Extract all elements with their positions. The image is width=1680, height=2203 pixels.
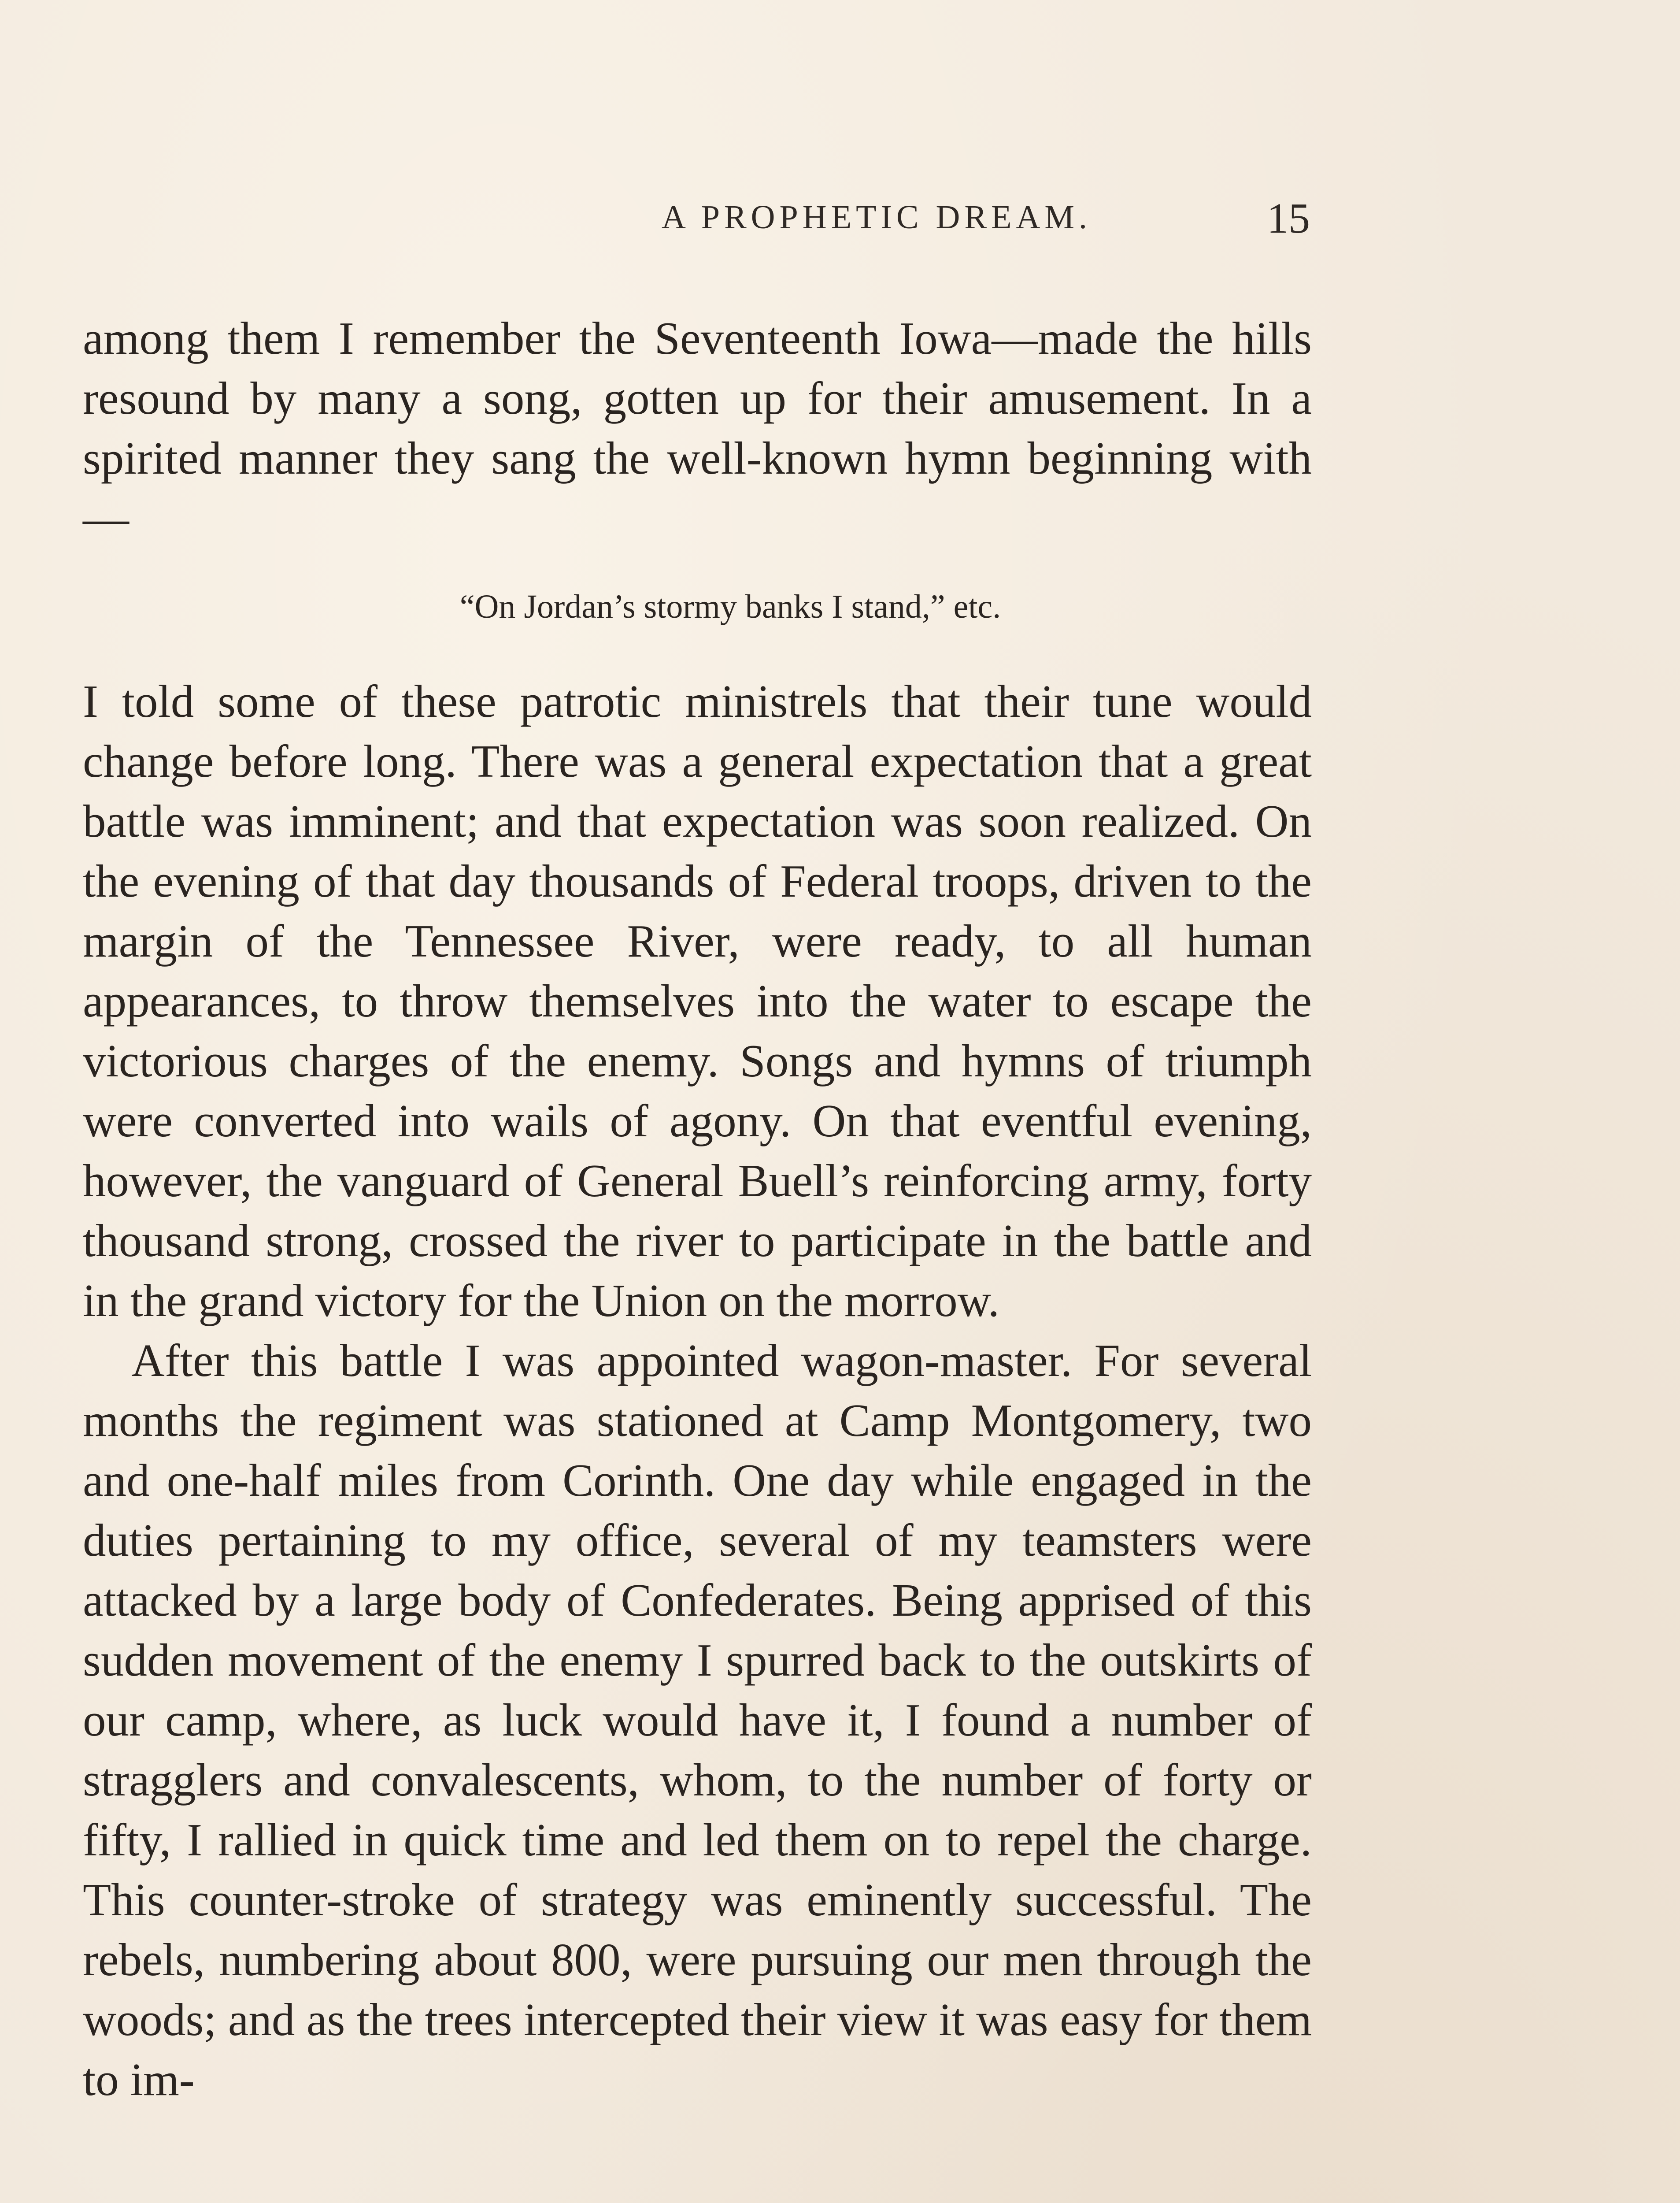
paragraph: After this battle I was appointed wagon-master. For several months the regiment was stationed at Camp Montgomery, two and one-half miles from Corinth. One day while engaged in the duties pertaining to my office, several of my teamsters were attacked by a large body of Confederates. Being apprised of this sudden movement of the enemy I spurred back to the outskirts of our camp, where, as luck would have it, I found a number of stragglers and convalescents, whom, to the number of forty or fifty, I rallied in quick time and led them on to repel the charge. This counter-stroke of strategy was eminently successful. The rebels, numbering about 800, were pursuing our men through the woods; and as the trees intercepted their view it was easy for them to im- — [83, 1335, 1312, 2105]
running-head-title: A PROPHETIC DREAM. — [662, 199, 1092, 236]
paragraph: among them I remember the Seventeenth Iowa—made the hills resound by many a song, gotten up for their amusement. In a spirited manner they sang the well-known hymn beginning with— — [83, 312, 1312, 544]
page-number: 15 — [1267, 195, 1310, 242]
hymn-quote: “On Jordan’s stormy banks I stand,” etc. — [459, 588, 1001, 625]
body-text — [83, 308, 1312, 2110]
paragraph: I told some of these patrotic ministrels that their tune would change before long. There was a general expectation that a great battle was imminent; and that expectation was soon realized. On the evening of that day thousands of Federal troops, driven to the margin of the Tennessee River, were ready, to all human appearances, to throw themselves into the water to escape the victorious charges of the enemy. Songs and hymns of triumph were converted into wails of agony. On that eventful evening, however, the vanguard of General Buell’s reinforcing army, forty thousand strong, crossed the river to participate in the battle and in the grand victory for the Union on the morrow. — [83, 675, 1312, 1326]
